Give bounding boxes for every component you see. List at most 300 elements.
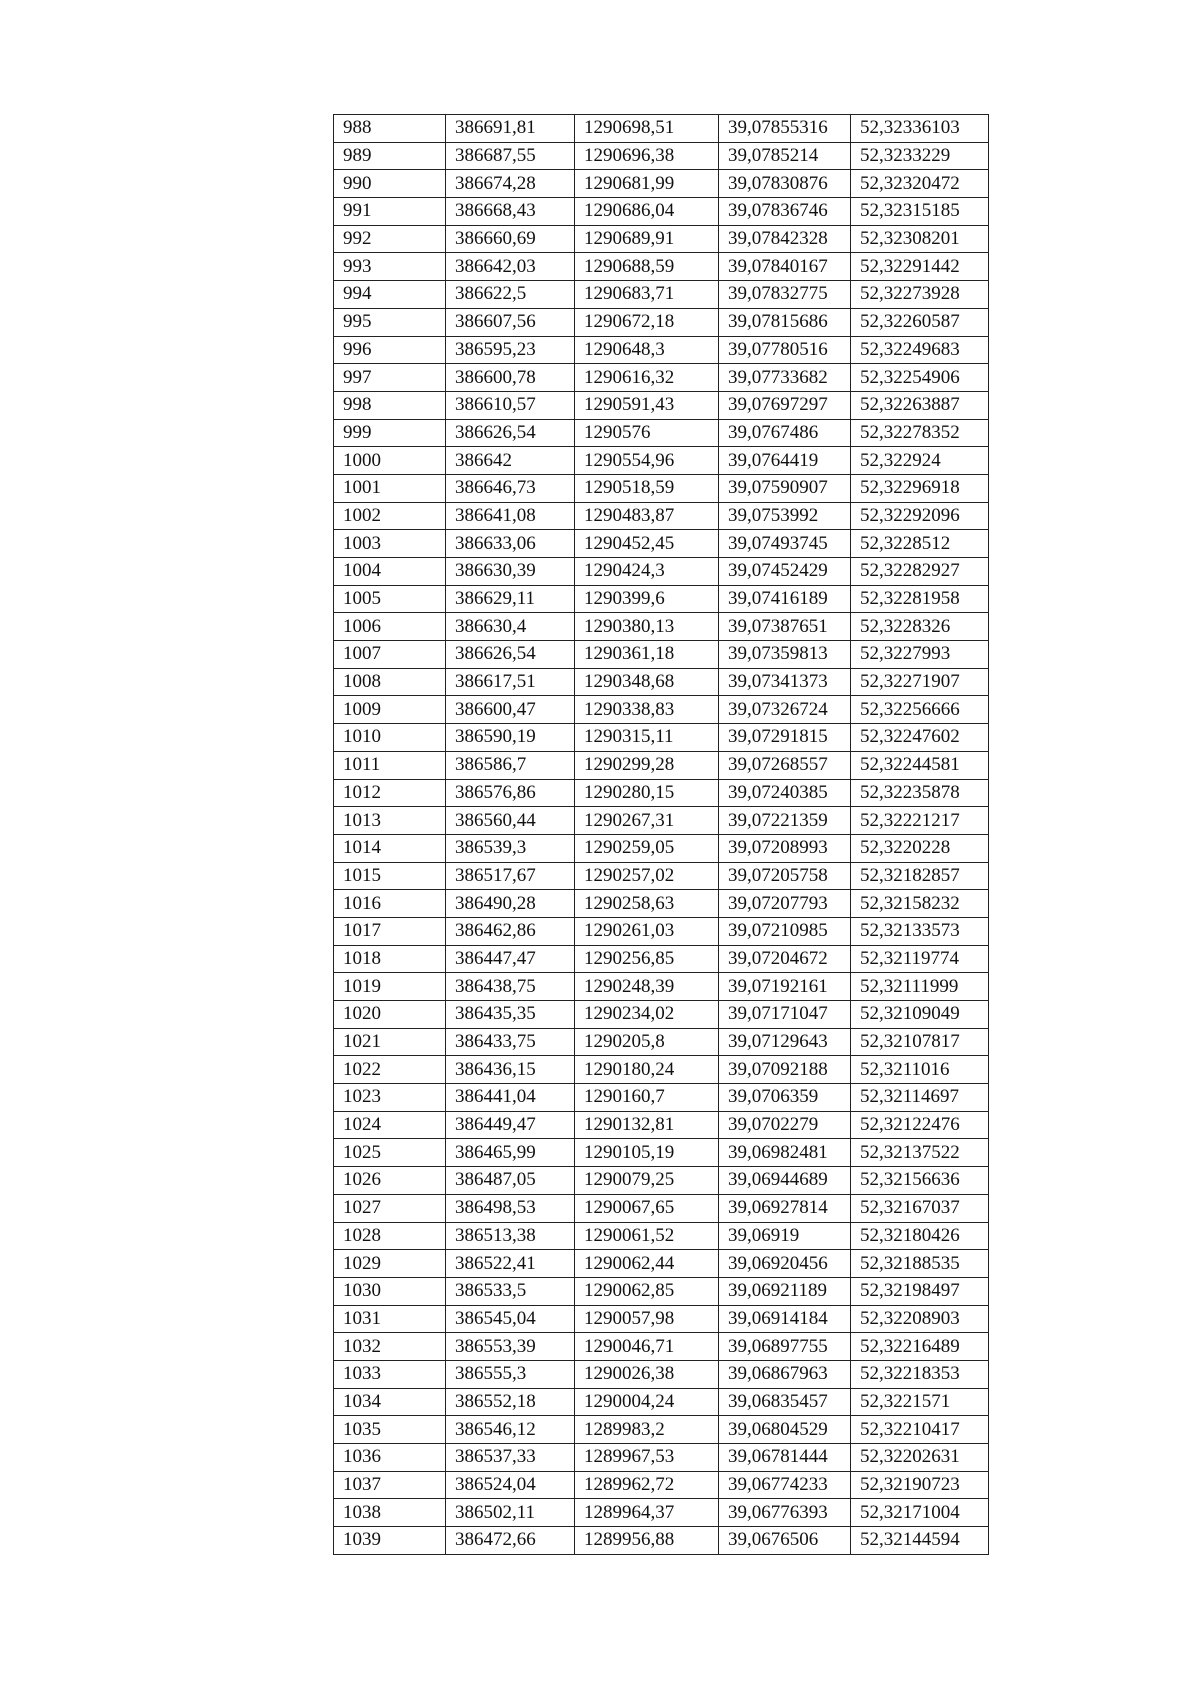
x-coordinate-cell: 386522,41 (446, 1250, 575, 1278)
longitude-cell: 39,0676506 (719, 1527, 851, 1555)
longitude-cell: 39,07210985 (719, 917, 851, 945)
longitude-cell: 39,07840167 (719, 253, 851, 281)
latitude-cell: 52,3233229 (851, 142, 989, 170)
x-coordinate-cell: 386533,5 (446, 1277, 575, 1305)
y-coordinate-cell: 1290688,59 (575, 253, 719, 281)
y-coordinate-cell: 1290160,7 (575, 1084, 719, 1112)
x-coordinate-cell: 386687,55 (446, 142, 575, 170)
longitude-cell: 39,07830876 (719, 170, 851, 198)
x-coordinate-cell: 386646,73 (446, 474, 575, 502)
y-coordinate-cell: 1290004,24 (575, 1388, 719, 1416)
y-coordinate-cell: 1290361,18 (575, 641, 719, 669)
latitude-cell: 52,32202631 (851, 1444, 989, 1472)
y-coordinate-cell: 1290672,18 (575, 308, 719, 336)
latitude-cell: 52,32122476 (851, 1111, 989, 1139)
y-coordinate-cell: 1290026,38 (575, 1360, 719, 1388)
point-number-cell: 1004 (334, 558, 446, 586)
table-row (334, 142, 989, 170)
y-coordinate-cell: 1290079,25 (575, 1167, 719, 1195)
latitude-cell: 52,32156636 (851, 1167, 989, 1195)
x-coordinate-cell: 386668,43 (446, 198, 575, 226)
y-coordinate-cell: 1290267,31 (575, 807, 719, 835)
table-row (334, 807, 989, 835)
latitude-cell: 52,32281958 (851, 585, 989, 613)
point-number-cell: 1024 (334, 1111, 446, 1139)
y-coordinate-cell: 1290648,3 (575, 336, 719, 364)
latitude-cell: 52,32254906 (851, 364, 989, 392)
latitude-cell: 52,32190723 (851, 1471, 989, 1499)
longitude-cell: 39,06914184 (719, 1305, 851, 1333)
longitude-cell: 39,07326724 (719, 696, 851, 724)
table-row (334, 1028, 989, 1056)
y-coordinate-cell: 1290257,02 (575, 862, 719, 890)
longitude-cell: 39,07207793 (719, 890, 851, 918)
table-row (334, 945, 989, 973)
point-number-cell: 1033 (334, 1360, 446, 1388)
point-number-cell: 1031 (334, 1305, 446, 1333)
y-coordinate-cell: 1290261,03 (575, 917, 719, 945)
table-row (334, 1222, 989, 1250)
longitude-cell: 39,06982481 (719, 1139, 851, 1167)
latitude-cell: 52,32221217 (851, 807, 989, 835)
latitude-cell: 52,32208903 (851, 1305, 989, 1333)
y-coordinate-cell: 1290698,51 (575, 115, 719, 143)
x-coordinate-cell: 386513,38 (446, 1222, 575, 1250)
point-number-cell: 1019 (334, 973, 446, 1001)
longitude-cell: 39,07590907 (719, 474, 851, 502)
x-coordinate-cell: 386498,53 (446, 1194, 575, 1222)
point-number-cell: 1023 (334, 1084, 446, 1112)
point-number-cell: 1039 (334, 1527, 446, 1555)
latitude-cell: 52,32182857 (851, 862, 989, 890)
y-coordinate-cell: 1290234,02 (575, 1001, 719, 1029)
latitude-cell: 52,32188535 (851, 1250, 989, 1278)
y-coordinate-cell: 1290062,85 (575, 1277, 719, 1305)
longitude-cell: 39,07697297 (719, 391, 851, 419)
table-row (334, 1111, 989, 1139)
table-row (334, 862, 989, 890)
x-coordinate-cell: 386630,39 (446, 558, 575, 586)
x-coordinate-cell: 386600,78 (446, 364, 575, 392)
y-coordinate-cell: 1290591,43 (575, 391, 719, 419)
longitude-cell: 39,06919 (719, 1222, 851, 1250)
point-number-cell: 1038 (334, 1499, 446, 1527)
latitude-cell: 52,3221571 (851, 1388, 989, 1416)
point-number-cell: 994 (334, 281, 446, 309)
y-coordinate-cell: 1290067,65 (575, 1194, 719, 1222)
longitude-cell: 39,06835457 (719, 1388, 851, 1416)
longitude-cell: 39,06921189 (719, 1277, 851, 1305)
x-coordinate-cell: 386674,28 (446, 170, 575, 198)
x-coordinate-cell: 386472,66 (446, 1527, 575, 1555)
latitude-cell: 52,32107817 (851, 1028, 989, 1056)
point-number-cell: 1009 (334, 696, 446, 724)
point-number-cell: 1027 (334, 1194, 446, 1222)
point-number-cell: 991 (334, 198, 446, 226)
longitude-cell: 39,07268557 (719, 751, 851, 779)
point-number-cell: 996 (334, 336, 446, 364)
table-row (334, 1277, 989, 1305)
latitude-cell: 52,32119774 (851, 945, 989, 973)
x-coordinate-cell: 386576,86 (446, 779, 575, 807)
y-coordinate-cell: 1290258,63 (575, 890, 719, 918)
point-number-cell: 998 (334, 391, 446, 419)
table-row (334, 696, 989, 724)
point-number-cell: 1021 (334, 1028, 446, 1056)
latitude-cell: 52,32320472 (851, 170, 989, 198)
point-number-cell: 990 (334, 170, 446, 198)
table-row (334, 668, 989, 696)
latitude-cell: 52,3228512 (851, 530, 989, 558)
x-coordinate-cell: 386610,57 (446, 391, 575, 419)
x-coordinate-cell: 386622,5 (446, 281, 575, 309)
point-number-cell: 1028 (334, 1222, 446, 1250)
table-row (334, 1416, 989, 1444)
y-coordinate-cell: 1290681,99 (575, 170, 719, 198)
table-row (334, 1084, 989, 1112)
longitude-cell: 39,06781444 (719, 1444, 851, 1472)
point-number-cell: 1020 (334, 1001, 446, 1029)
longitude-cell: 39,07416189 (719, 585, 851, 613)
point-number-cell: 1029 (334, 1250, 446, 1278)
longitude-cell: 39,07780516 (719, 336, 851, 364)
table-row (334, 585, 989, 613)
table-row (334, 281, 989, 309)
y-coordinate-cell: 1290315,11 (575, 724, 719, 752)
x-coordinate-cell: 386633,06 (446, 530, 575, 558)
point-number-cell: 1022 (334, 1056, 446, 1084)
latitude-cell: 52,32137522 (851, 1139, 989, 1167)
longitude-cell: 39,07836746 (719, 198, 851, 226)
point-number-cell: 1025 (334, 1139, 446, 1167)
latitude-cell: 52,32198497 (851, 1277, 989, 1305)
x-coordinate-cell: 386537,33 (446, 1444, 575, 1472)
longitude-cell: 39,06944689 (719, 1167, 851, 1195)
x-coordinate-cell: 386517,67 (446, 862, 575, 890)
x-coordinate-cell: 386600,47 (446, 696, 575, 724)
latitude-cell: 52,32114697 (851, 1084, 989, 1112)
y-coordinate-cell: 1290248,39 (575, 973, 719, 1001)
latitude-cell: 52,32308201 (851, 225, 989, 253)
y-coordinate-cell: 1290696,38 (575, 142, 719, 170)
x-coordinate-cell: 386555,3 (446, 1360, 575, 1388)
point-number-cell: 1030 (334, 1277, 446, 1305)
x-coordinate-cell: 386586,7 (446, 751, 575, 779)
point-number-cell: 1014 (334, 834, 446, 862)
latitude-cell: 52,32235878 (851, 779, 989, 807)
table-row (334, 1056, 989, 1084)
point-number-cell: 992 (334, 225, 446, 253)
latitude-cell: 52,32249683 (851, 336, 989, 364)
latitude-cell: 52,3227993 (851, 641, 989, 669)
table-row (334, 1471, 989, 1499)
coordinates-table (333, 114, 989, 1555)
x-coordinate-cell: 386642 (446, 447, 575, 475)
table-row (334, 917, 989, 945)
y-coordinate-cell: 1290205,8 (575, 1028, 719, 1056)
latitude-cell: 52,32171004 (851, 1499, 989, 1527)
longitude-cell: 39,07815686 (719, 308, 851, 336)
x-coordinate-cell: 386626,54 (446, 641, 575, 669)
table-row (334, 1001, 989, 1029)
latitude-cell: 52,3228326 (851, 613, 989, 641)
y-coordinate-cell: 1290299,28 (575, 751, 719, 779)
x-coordinate-cell: 386660,69 (446, 225, 575, 253)
y-coordinate-cell: 1289983,2 (575, 1416, 719, 1444)
longitude-cell: 39,0764419 (719, 447, 851, 475)
latitude-cell: 52,32260587 (851, 308, 989, 336)
longitude-cell: 39,07208993 (719, 834, 851, 862)
longitude-cell: 39,06920456 (719, 1250, 851, 1278)
x-coordinate-cell: 386691,81 (446, 115, 575, 143)
y-coordinate-cell: 1290259,05 (575, 834, 719, 862)
latitude-cell: 52,32291442 (851, 253, 989, 281)
point-number-cell: 993 (334, 253, 446, 281)
x-coordinate-cell: 386502,11 (446, 1499, 575, 1527)
longitude-cell: 39,0753992 (719, 502, 851, 530)
longitude-cell: 39,07341373 (719, 668, 851, 696)
longitude-cell: 39,07855316 (719, 115, 851, 143)
y-coordinate-cell: 1290062,44 (575, 1250, 719, 1278)
longitude-cell: 39,07359813 (719, 641, 851, 669)
point-number-cell: 995 (334, 308, 446, 336)
point-number-cell: 1005 (334, 585, 446, 613)
point-number-cell: 1037 (334, 1471, 446, 1499)
x-coordinate-cell: 386449,47 (446, 1111, 575, 1139)
table-row (334, 391, 989, 419)
latitude-cell: 52,32218353 (851, 1360, 989, 1388)
table-row (334, 973, 989, 1001)
longitude-cell: 39,0706359 (719, 1084, 851, 1112)
latitude-cell: 52,32167037 (851, 1194, 989, 1222)
latitude-cell: 52,32244581 (851, 751, 989, 779)
y-coordinate-cell: 1290576 (575, 419, 719, 447)
latitude-cell: 52,32296918 (851, 474, 989, 502)
longitude-cell: 39,07192161 (719, 973, 851, 1001)
y-coordinate-cell: 1289962,72 (575, 1471, 719, 1499)
longitude-cell: 39,07493745 (719, 530, 851, 558)
y-coordinate-cell: 1290399,6 (575, 585, 719, 613)
point-number-cell: 1015 (334, 862, 446, 890)
x-coordinate-cell: 386433,75 (446, 1028, 575, 1056)
coordinates-table-body (334, 115, 989, 1555)
y-coordinate-cell: 1289967,53 (575, 1444, 719, 1472)
point-number-cell: 1001 (334, 474, 446, 502)
table-row (334, 1499, 989, 1527)
longitude-cell: 39,07240385 (719, 779, 851, 807)
table-row (334, 724, 989, 752)
y-coordinate-cell: 1290280,15 (575, 779, 719, 807)
table-row (334, 115, 989, 143)
table-row (334, 1139, 989, 1167)
point-number-cell: 1034 (334, 1388, 446, 1416)
x-coordinate-cell: 386560,44 (446, 807, 575, 835)
table-row (334, 253, 989, 281)
longitude-cell: 39,06867963 (719, 1360, 851, 1388)
table-row (334, 1527, 989, 1555)
table-row (334, 641, 989, 669)
y-coordinate-cell: 1290061,52 (575, 1222, 719, 1250)
point-number-cell: 1013 (334, 807, 446, 835)
point-number-cell: 997 (334, 364, 446, 392)
x-coordinate-cell: 386607,56 (446, 308, 575, 336)
table-row (334, 1388, 989, 1416)
y-coordinate-cell: 1289964,37 (575, 1499, 719, 1527)
point-number-cell: 1026 (334, 1167, 446, 1195)
y-coordinate-cell: 1290452,45 (575, 530, 719, 558)
y-coordinate-cell: 1290483,87 (575, 502, 719, 530)
x-coordinate-cell: 386642,03 (446, 253, 575, 281)
y-coordinate-cell: 1290424,3 (575, 558, 719, 586)
y-coordinate-cell: 1290554,96 (575, 447, 719, 475)
latitude-cell: 52,32109049 (851, 1001, 989, 1029)
x-coordinate-cell: 386552,18 (446, 1388, 575, 1416)
point-number-cell: 1003 (334, 530, 446, 558)
x-coordinate-cell: 386629,11 (446, 585, 575, 613)
x-coordinate-cell: 386438,75 (446, 973, 575, 1001)
longitude-cell: 39,07291815 (719, 724, 851, 752)
x-coordinate-cell: 386553,39 (446, 1333, 575, 1361)
longitude-cell: 39,07387651 (719, 613, 851, 641)
latitude-cell: 52,32273928 (851, 281, 989, 309)
x-coordinate-cell: 386447,47 (446, 945, 575, 973)
x-coordinate-cell: 386465,99 (446, 1139, 575, 1167)
x-coordinate-cell: 386595,23 (446, 336, 575, 364)
x-coordinate-cell: 386436,15 (446, 1056, 575, 1084)
longitude-cell: 39,06897755 (719, 1333, 851, 1361)
point-number-cell: 1006 (334, 613, 446, 641)
latitude-cell: 52,32216489 (851, 1333, 989, 1361)
table-row (334, 447, 989, 475)
table-row (334, 1444, 989, 1472)
point-number-cell: 1011 (334, 751, 446, 779)
x-coordinate-cell: 386524,04 (446, 1471, 575, 1499)
table-row (334, 336, 989, 364)
table-row (334, 308, 989, 336)
y-coordinate-cell: 1290338,83 (575, 696, 719, 724)
longitude-cell: 39,06927814 (719, 1194, 851, 1222)
table-row (334, 170, 989, 198)
latitude-cell: 52,32158232 (851, 890, 989, 918)
y-coordinate-cell: 1290689,91 (575, 225, 719, 253)
latitude-cell: 52,32263887 (851, 391, 989, 419)
latitude-cell: 52,32144594 (851, 1527, 989, 1555)
x-coordinate-cell: 386626,54 (446, 419, 575, 447)
point-number-cell: 1007 (334, 641, 446, 669)
longitude-cell: 39,06804529 (719, 1416, 851, 1444)
x-coordinate-cell: 386546,12 (446, 1416, 575, 1444)
latitude-cell: 52,32282927 (851, 558, 989, 586)
latitude-cell: 52,32292096 (851, 502, 989, 530)
latitude-cell: 52,3220228 (851, 834, 989, 862)
latitude-cell: 52,32210417 (851, 1416, 989, 1444)
table-row (334, 419, 989, 447)
point-number-cell: 1032 (334, 1333, 446, 1361)
point-number-cell: 1036 (334, 1444, 446, 1472)
y-coordinate-cell: 1290518,59 (575, 474, 719, 502)
table-row (334, 474, 989, 502)
table-row (334, 1360, 989, 1388)
x-coordinate-cell: 386539,3 (446, 834, 575, 862)
table-row (334, 751, 989, 779)
point-number-cell: 988 (334, 115, 446, 143)
point-number-cell: 1017 (334, 917, 446, 945)
point-number-cell: 999 (334, 419, 446, 447)
point-number-cell: 1016 (334, 890, 446, 918)
y-coordinate-cell: 1290132,81 (575, 1111, 719, 1139)
latitude-cell: 52,32256666 (851, 696, 989, 724)
x-coordinate-cell: 386590,19 (446, 724, 575, 752)
table-row (334, 502, 989, 530)
point-number-cell: 1035 (334, 1416, 446, 1444)
y-coordinate-cell: 1290256,85 (575, 945, 719, 973)
table-row (334, 834, 989, 862)
x-coordinate-cell: 386487,05 (446, 1167, 575, 1195)
table-row (334, 225, 989, 253)
latitude-cell: 52,32315185 (851, 198, 989, 226)
x-coordinate-cell: 386630,4 (446, 613, 575, 641)
longitude-cell: 39,07221359 (719, 807, 851, 835)
y-coordinate-cell: 1290380,13 (575, 613, 719, 641)
x-coordinate-cell: 386462,86 (446, 917, 575, 945)
longitude-cell: 39,0702279 (719, 1111, 851, 1139)
table-row (334, 198, 989, 226)
longitude-cell: 39,07842328 (719, 225, 851, 253)
latitude-cell: 52,32180426 (851, 1222, 989, 1250)
latitude-cell: 52,32111999 (851, 973, 989, 1001)
y-coordinate-cell: 1289956,88 (575, 1527, 719, 1555)
latitude-cell: 52,32271907 (851, 668, 989, 696)
point-number-cell: 1018 (334, 945, 446, 973)
y-coordinate-cell: 1290057,98 (575, 1305, 719, 1333)
latitude-cell: 52,32278352 (851, 419, 989, 447)
longitude-cell: 39,0767486 (719, 419, 851, 447)
longitude-cell: 39,07452429 (719, 558, 851, 586)
longitude-cell: 39,07092188 (719, 1056, 851, 1084)
longitude-cell: 39,07832775 (719, 281, 851, 309)
latitude-cell: 52,3211016 (851, 1056, 989, 1084)
x-coordinate-cell: 386441,04 (446, 1084, 575, 1112)
point-number-cell: 1008 (334, 668, 446, 696)
point-number-cell: 1000 (334, 447, 446, 475)
y-coordinate-cell: 1290105,19 (575, 1139, 719, 1167)
y-coordinate-cell: 1290686,04 (575, 198, 719, 226)
longitude-cell: 39,07205758 (719, 862, 851, 890)
longitude-cell: 39,06774233 (719, 1471, 851, 1499)
table-row (334, 890, 989, 918)
table-row (334, 779, 989, 807)
table-row (334, 530, 989, 558)
point-number-cell: 989 (334, 142, 446, 170)
x-coordinate-cell: 386490,28 (446, 890, 575, 918)
table-row (334, 364, 989, 392)
x-coordinate-cell: 386617,51 (446, 668, 575, 696)
table-row (334, 1305, 989, 1333)
y-coordinate-cell: 1290683,71 (575, 281, 719, 309)
table-row (334, 558, 989, 586)
table-row (334, 613, 989, 641)
latitude-cell: 52,32247602 (851, 724, 989, 752)
point-number-cell: 1002 (334, 502, 446, 530)
y-coordinate-cell: 1290616,32 (575, 364, 719, 392)
point-number-cell: 1012 (334, 779, 446, 807)
x-coordinate-cell: 386641,08 (446, 502, 575, 530)
point-number-cell: 1010 (334, 724, 446, 752)
y-coordinate-cell: 1290180,24 (575, 1056, 719, 1084)
table-row (334, 1250, 989, 1278)
longitude-cell: 39,07204672 (719, 945, 851, 973)
x-coordinate-cell: 386545,04 (446, 1305, 575, 1333)
